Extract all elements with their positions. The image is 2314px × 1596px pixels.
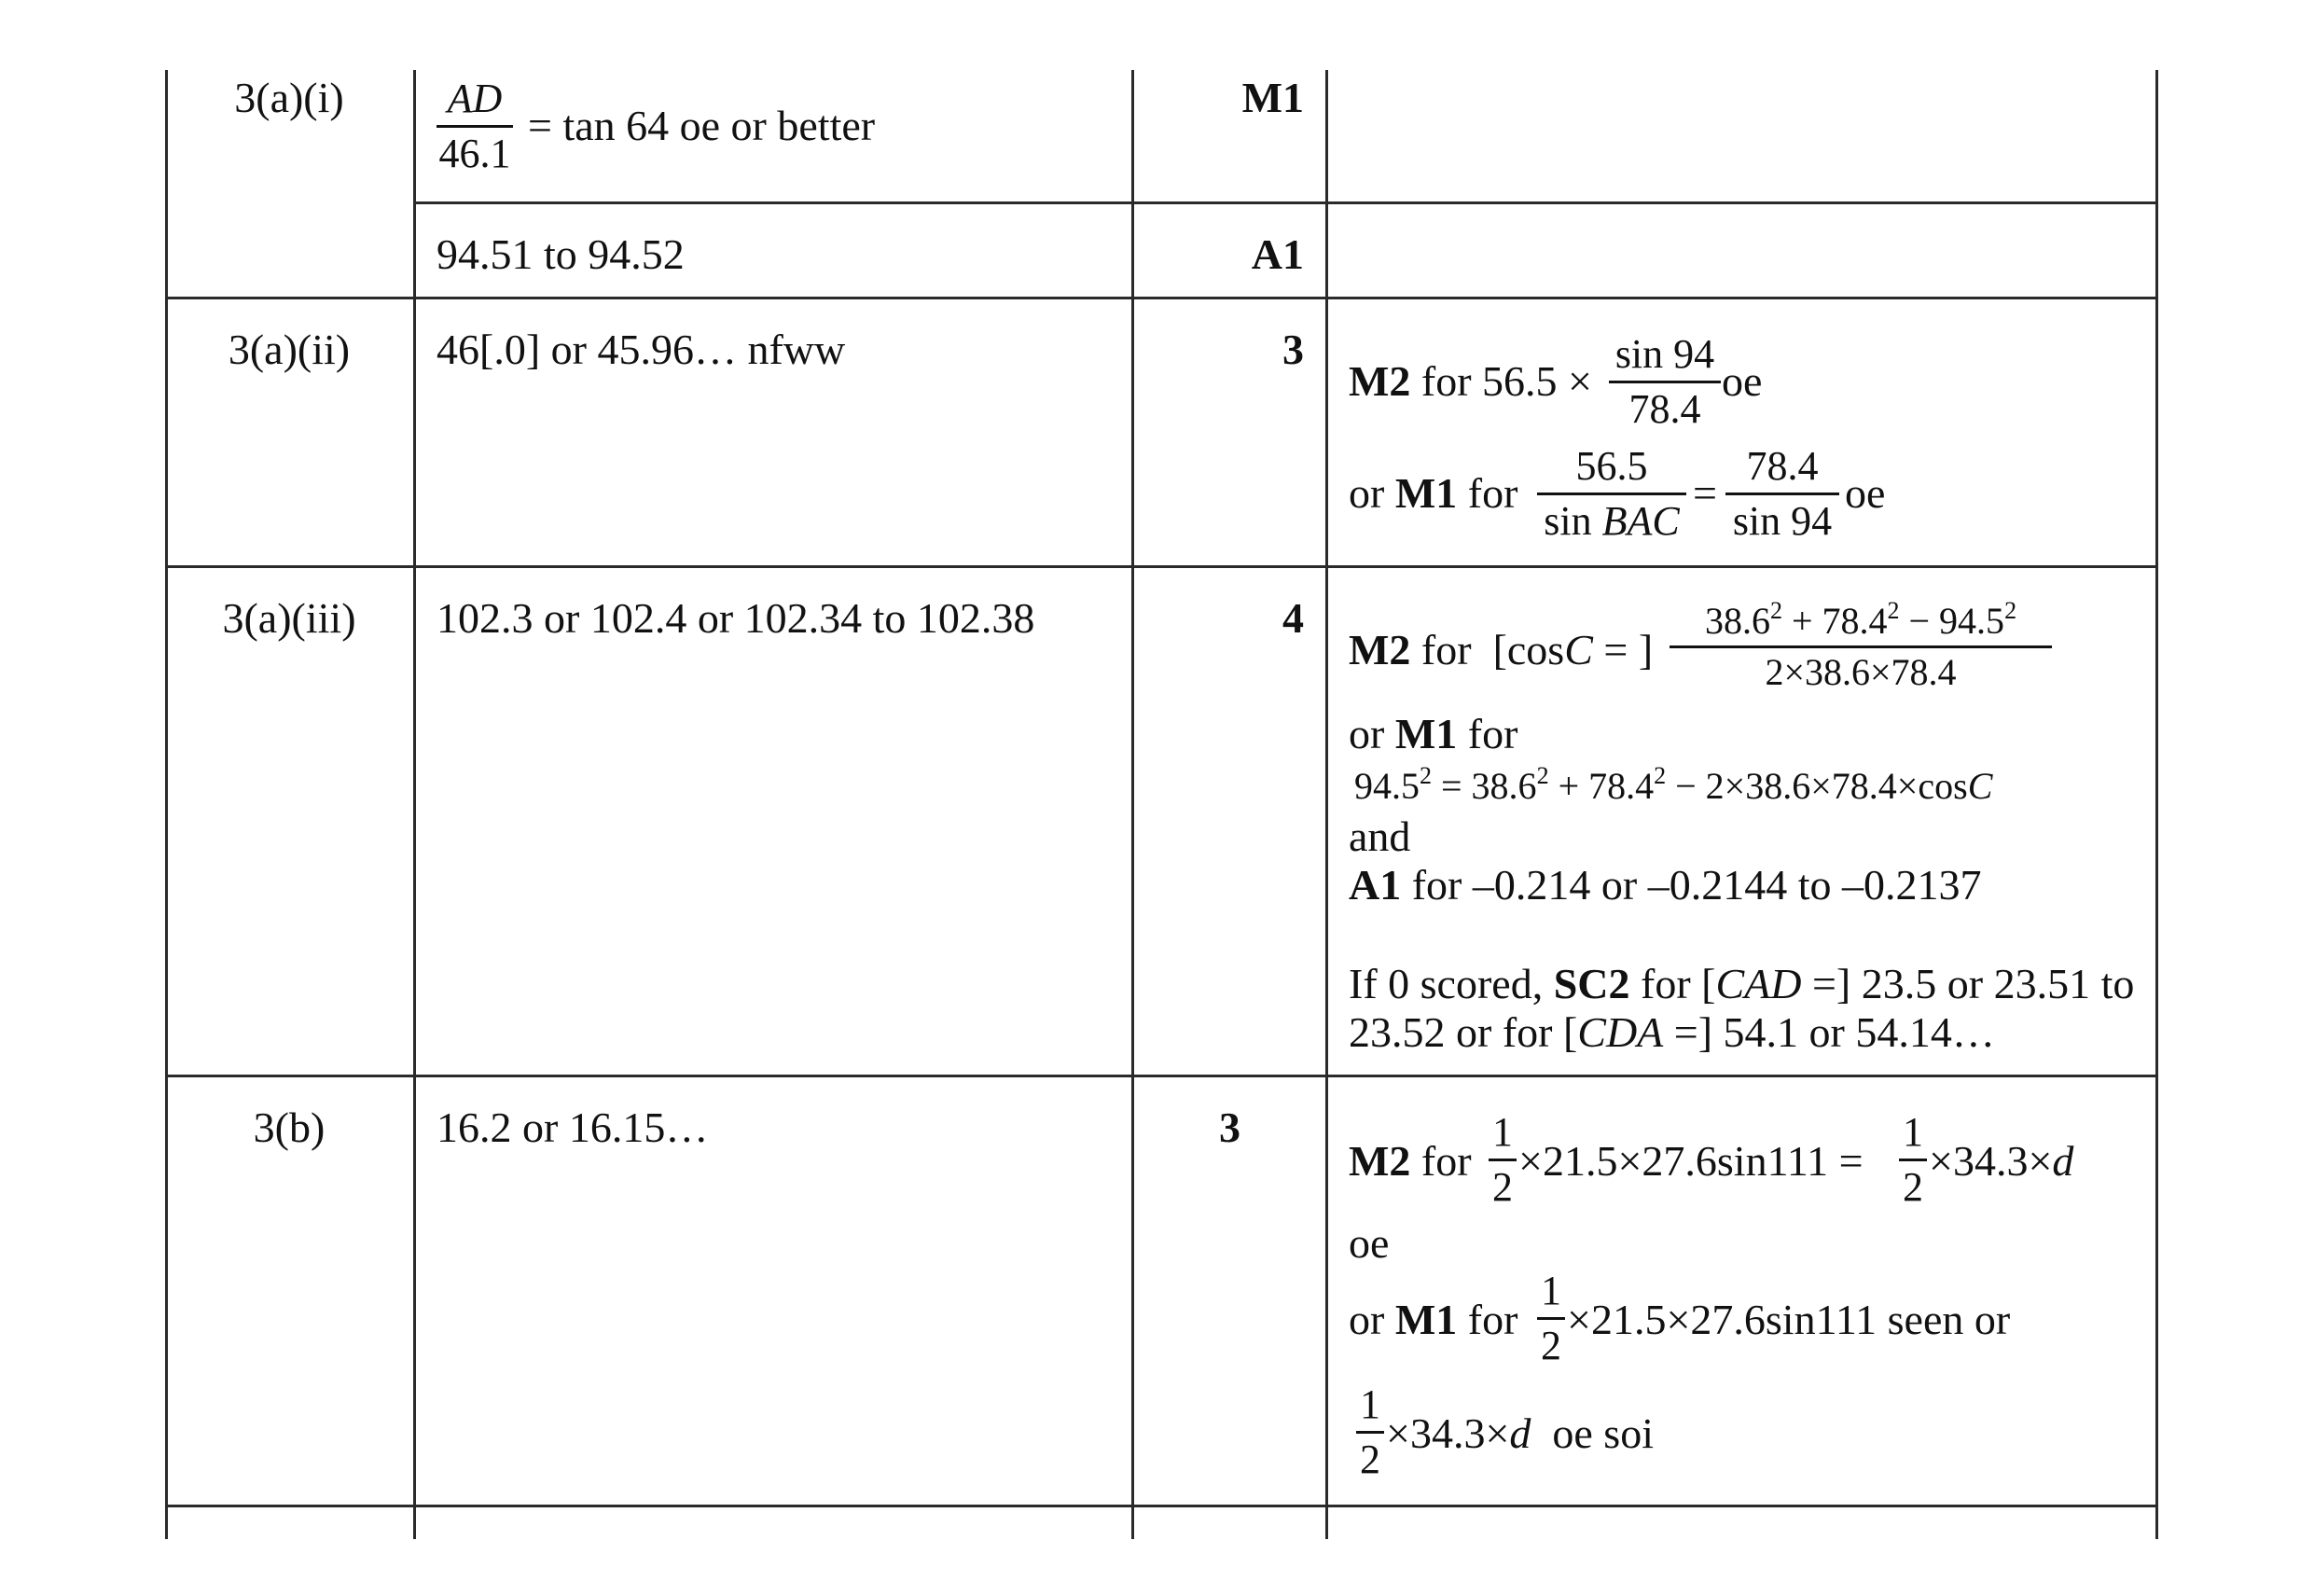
exponent: 2 (1769, 597, 1782, 624)
table-border-right (2155, 70, 2158, 1539)
fraction-sin94-over-78 (1609, 331, 1721, 432)
exponent: 2 (1887, 597, 1900, 624)
exponent: 2 (1654, 762, 1667, 789)
table-border-left (165, 70, 168, 1539)
exponent: 2 (1536, 762, 1549, 789)
question-label-3aii: 3(a)(ii) (228, 326, 351, 373)
fraction-numerator: 78.4 (1746, 443, 1819, 489)
mark-m1: M1 (1241, 74, 1304, 121)
fraction-bar (436, 125, 513, 128)
guidance-or: or (1349, 1296, 1385, 1343)
column-divider-marks (1131, 70, 1134, 1539)
bracket-text: [cos (1492, 626, 1565, 673)
guidance-m2-line (1349, 626, 1654, 673)
mark-a1: A1 (1251, 230, 1304, 278)
mark-total-3: 3 (1282, 326, 1304, 373)
angle-bac: BAC (1601, 498, 1680, 544)
guidance-a1-line (1349, 861, 1982, 909)
guidance-text: for [ (1641, 960, 1716, 1007)
variable-c: C (1564, 626, 1593, 673)
fraction-denominator: 46.1 (438, 131, 511, 176)
fraction-denominator: 2 (1541, 1323, 1561, 1368)
fraction-half (1356, 1381, 1384, 1482)
guidance-text: =] 54.1 or 54.14… (1663, 1008, 1995, 1056)
exponent: 2 (2004, 597, 2017, 624)
fraction-78-over-sin94 (1725, 443, 1839, 544)
variable-c: C (1967, 765, 1993, 807)
guidance-m2-line (1349, 357, 1593, 405)
fraction-bar (1537, 1317, 1565, 1320)
fraction-bar (1725, 493, 1839, 495)
answer-94-51: 94.51 to 94.52 (436, 230, 685, 278)
fraction-denominator (1537, 498, 1686, 544)
guidance-text: for –0.214 or –0.2144 to –0.2137 (1411, 861, 1982, 909)
fraction-denominator: 2 (1360, 1436, 1380, 1482)
fraction-denominator: 2×38.6×78.4 (1765, 651, 1957, 693)
column-divider-answer (413, 70, 416, 1539)
exponent: 2 (1420, 762, 1432, 789)
guidance-text: for (1467, 710, 1518, 757)
bracket-text: = ] (1592, 626, 1654, 673)
fraction-half (1537, 1270, 1565, 1367)
term: + 78.4 (1781, 600, 1888, 642)
cosine-rule-equation (1354, 762, 1993, 807)
row-divider-3b (165, 1075, 2158, 1077)
question-label-3b: 3(b) (253, 1103, 326, 1151)
area-expression: ×21.5×27.6sin111 seen or (1567, 1296, 2011, 1343)
guidance-or: or (1349, 469, 1385, 517)
fraction-numerator (1670, 597, 2052, 642)
mark-code-sc2: SC2 (1553, 960, 1630, 1007)
fraction-bar (1609, 381, 1721, 383)
fraction-bar (1899, 1159, 1927, 1161)
answer-102: 102.3 or 102.4 or 102.34 to 102.38 (436, 594, 1035, 642)
cosine-rule-fraction (1670, 597, 2052, 693)
row-divider-bottom (165, 1505, 2158, 1507)
row-divider-3ai-inner (413, 201, 2158, 204)
sin-text: sin (1544, 498, 1602, 544)
row-divider-3aiii (165, 565, 2158, 568)
equals-sign: = (1693, 469, 1717, 517)
question-label-3ai: 3(a)(i) (234, 74, 344, 121)
variable-d: d (1509, 1409, 1531, 1457)
mark-code-a1: A1 (1349, 861, 1402, 909)
cos-c-bracket (1482, 626, 1653, 673)
term: 94.5 (1354, 765, 1420, 807)
mark-total-4: 4 (1282, 594, 1304, 642)
fraction-half (1489, 1109, 1517, 1210)
guidance-and: and (1349, 812, 1411, 860)
fraction-numerator: 1 (1903, 1109, 1923, 1155)
term: − 94.5 (1899, 600, 2005, 642)
fraction-56-over-sinbac (1537, 443, 1686, 544)
mark-code-m2: M2 (1349, 357, 1411, 405)
guidance-m2-line (1349, 1137, 1472, 1185)
guidance-sc2-line-2 (1349, 1008, 1995, 1056)
guidance-text: for (1420, 1137, 1472, 1185)
answer-16: 16.2 or 16.15… (436, 1103, 709, 1151)
column-divider-guidance (1325, 70, 1328, 1539)
guidance-oe: oe (1722, 357, 1763, 405)
fraction-numerator: AD (447, 76, 503, 121)
guidance-text: oe soi (1552, 1409, 1654, 1457)
term: + 78.4 (1548, 765, 1655, 807)
guidance-oe: oe (1349, 1219, 1390, 1267)
area-expression: ×21.5×27.6sin111 = (1518, 1137, 1864, 1185)
mark-code-m2: M2 (1349, 626, 1411, 673)
fraction-denominator: 78.4 (1628, 386, 1701, 432)
fraction-bar (1489, 1159, 1517, 1161)
mark-total-3: 3 (1219, 1103, 1240, 1151)
guidance-sc2-line-1 (1349, 960, 2135, 1007)
fraction-numerator: 1 (1541, 1268, 1561, 1313)
term: = 38.6 (1432, 765, 1537, 807)
fraction-denominator: 2 (1903, 1164, 1923, 1210)
variable-d: d (2052, 1137, 2074, 1185)
question-label-3aiii: 3(a)(iii) (222, 594, 356, 642)
mark-code-m2: M2 (1349, 1137, 1411, 1185)
term: 38.6 (1704, 600, 1770, 642)
angle-cda: CDA (1577, 1008, 1664, 1056)
fraction-numerator: 1 (1360, 1381, 1380, 1427)
fraction-denominator: sin 94 (1732, 498, 1833, 544)
answer-fraction-ad-over-46 (436, 78, 513, 174)
fraction-numerator: 1 (1492, 1109, 1513, 1155)
area-expression-rhs (1929, 1137, 2074, 1185)
guidance-text: =] 23.5 or 23.51 to (1801, 960, 2135, 1007)
guidance-m1-line (1349, 1298, 1517, 1341)
mark-code-m1: M1 (1394, 469, 1458, 517)
fraction-numerator: sin 94 (1614, 331, 1715, 377)
area-expression-d (1386, 1409, 1654, 1457)
fraction-half (1899, 1109, 1927, 1210)
guidance-text: for (1467, 1296, 1518, 1343)
guidance-text: If 0 scored, (1349, 960, 1544, 1007)
guidance-text: for (1467, 469, 1518, 517)
guidance-or: or (1349, 710, 1385, 757)
fraction-bar (1537, 493, 1686, 495)
guidance-m1-line (1349, 469, 1518, 517)
guidance-oe: oe (1845, 469, 1886, 517)
fraction-bar (1356, 1431, 1384, 1434)
angle-cad: CAD (1715, 960, 1802, 1007)
guidance-text: 23.52 or for [ (1349, 1008, 1578, 1056)
answer-46: 46[.0] or 45.96… nfww (436, 326, 846, 373)
mark-code-m1: M1 (1394, 1296, 1458, 1343)
guidance-text: for (1420, 626, 1472, 673)
guidance-text: for 56.5 × (1420, 357, 1593, 405)
term: ×34.3× (1929, 1137, 2053, 1185)
term: − 2×38.6×78.4×cos (1666, 765, 1968, 807)
fraction-denominator: 2 (1492, 1164, 1513, 1210)
row-divider-3aii (165, 297, 2158, 299)
mark-code-m1: M1 (1394, 710, 1458, 757)
term: ×34.3× (1386, 1409, 1510, 1457)
answer-tan-text: = tan 64 oe or better (528, 102, 876, 149)
fraction-bar (1670, 645, 2052, 648)
fraction-numerator: 56.5 (1575, 443, 1648, 489)
guidance-m1-line (1349, 710, 1518, 757)
